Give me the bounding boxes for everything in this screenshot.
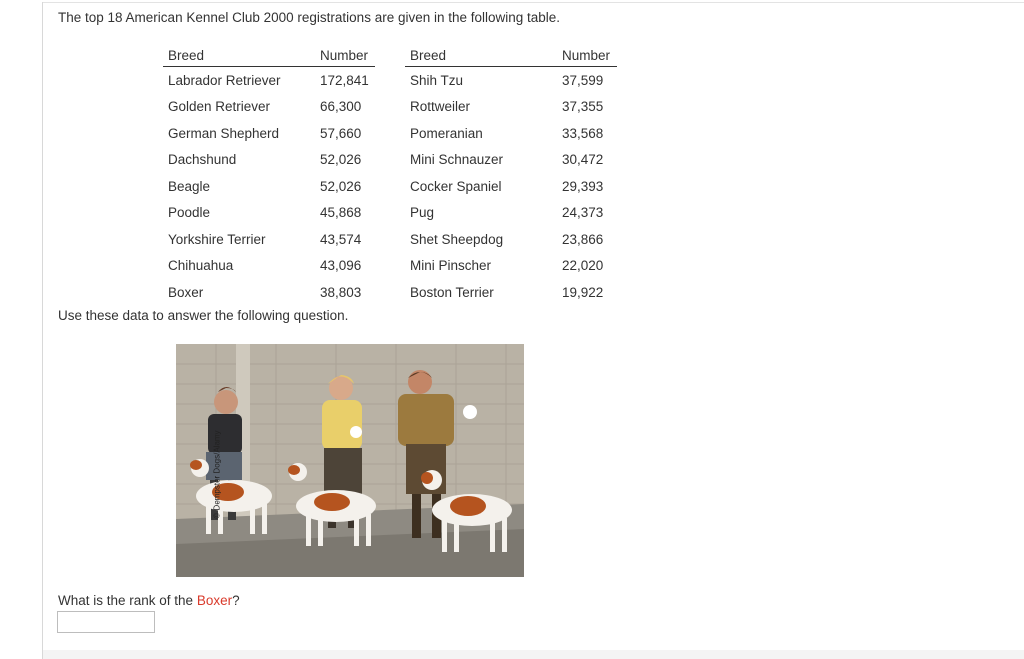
header-breed-left: Breed [163,44,315,67]
number-cell: 29,393 [562,178,604,194]
table-row [163,173,617,200]
breed-cell: Cocker Spaniel [410,178,502,194]
bottom-strip [43,650,1024,659]
breed-cell: Pug [410,205,435,221]
breed-cell: Poodle [168,205,211,221]
frame-left-border [42,2,43,659]
column-gap [375,147,405,174]
number-cell: 22,020 [562,258,604,274]
breed-cell: German Shepherd [168,125,280,141]
breed-cell: Labrador Retriever [168,72,281,88]
number-cell: 30,472 [562,152,604,168]
column-gap [375,44,405,67]
breed-cell: Pomeranian [410,125,483,141]
registrations-table [163,44,617,306]
table-row [163,279,617,306]
number-cell: 52,026 [320,152,362,168]
number-cell: 66,300 [320,99,362,115]
table-row [163,226,617,253]
frame-top-border [43,2,1024,3]
breed-cell: Dachshund [168,152,237,168]
number-cell: 43,096 [320,258,362,274]
table-row [163,200,617,227]
breed-cell: Boxer [168,284,204,300]
table-row [163,120,617,147]
number-cell: 37,599 [562,72,604,88]
photo-credit: © Dempster Dogs/Alamy [212,430,222,519]
column-gap [375,173,405,200]
table-row [163,253,617,280]
header-breed-right: Breed [405,44,557,67]
instruction-text: Use these data to answer the following question. [58,308,349,323]
column-gap [375,200,405,227]
number-cell: 43,574 [320,231,362,247]
question-text [58,593,240,608]
breed-cell: Golden Retriever [168,99,271,115]
breed-cell: Yorkshire Terrier [168,231,266,247]
number-cell: 172,841 [320,72,369,88]
number-cell: 33,568 [562,125,604,141]
table-header-row [163,44,617,67]
question-prefix: What is the rank of the [58,593,197,608]
answer-input[interactable] [57,611,155,633]
number-cell: 38,803 [320,284,362,300]
table-row [163,94,617,121]
breed-cell: Shih Tzu [410,72,464,88]
breed-cell: Rottweiler [410,99,471,115]
number-cell: 37,355 [562,99,604,115]
breed-cell: Shet Sheepdog [410,231,504,247]
table-row [163,67,617,94]
question-highlight: Boxer [196,593,233,608]
breed-cell: Chihuahua [168,258,234,274]
column-gap [375,94,405,121]
column-gap [375,253,405,280]
number-cell: 45,868 [320,205,362,221]
question-suffix: ? [232,593,240,608]
breed-cell: Boston Terrier [410,284,494,300]
number-cell: 57,660 [320,125,362,141]
column-gap [375,67,405,94]
breed-cell: Mini Schnauzer [410,152,504,168]
table-row [163,147,617,174]
header-number-left: Number [315,44,375,67]
breed-cell: Mini Pinscher [410,258,492,274]
column-gap [375,120,405,147]
column-gap [375,279,405,306]
intro-text: The top 18 American Kennel Club 2000 registrations are given in the following table. [58,10,561,25]
breed-cell: Beagle [168,178,211,194]
number-cell: 52,026 [320,178,362,194]
dog-show-photo [176,344,524,577]
number-cell: 23,866 [562,231,604,247]
number-cell: 24,373 [562,205,604,221]
header-number-right: Number [557,44,617,67]
number-cell: 19,922 [562,284,604,300]
column-gap [375,226,405,253]
